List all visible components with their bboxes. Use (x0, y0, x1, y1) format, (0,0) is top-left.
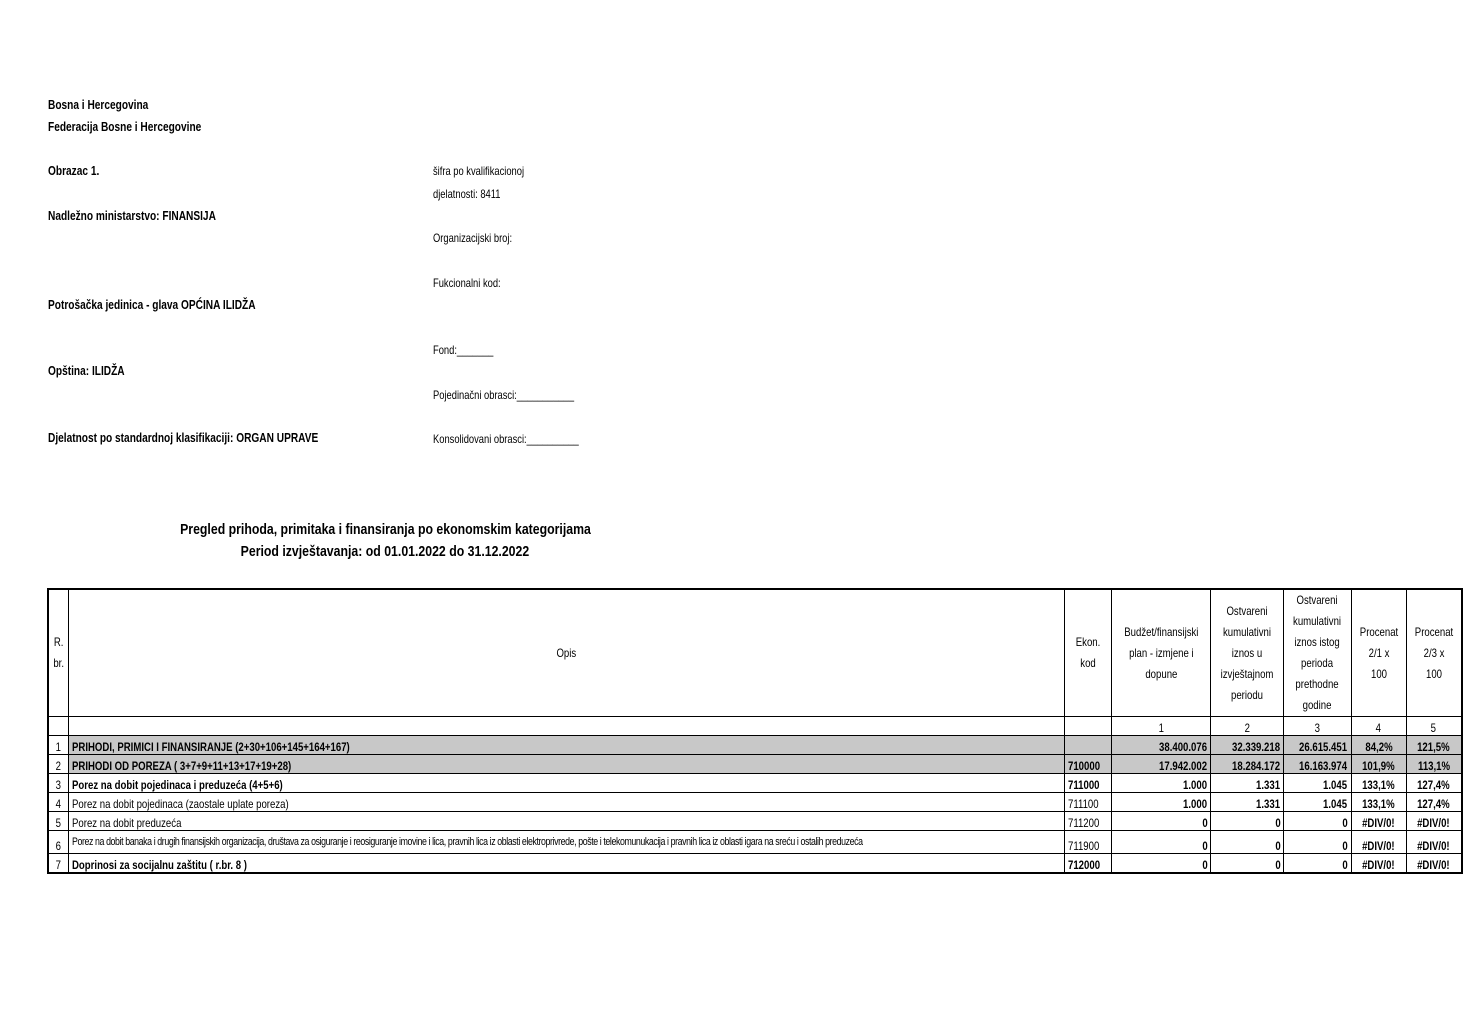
column-number-row (48, 717, 1462, 736)
col-number-5: 5 (1406, 717, 1462, 736)
form-label: Obrazac 1. (48, 163, 100, 178)
activity-code-line1: šifra po kvalifikacionoj (433, 164, 525, 178)
table-header-row (48, 589, 1462, 717)
spending-unit-label: Potrošačka jedinica - glava OPĆINA ILIDŽA (48, 297, 256, 312)
report-title: Pregled prihoda, primitaka i finansiranja po ekonomskim kategorijama (179, 521, 591, 538)
individual-forms-field: Pojedinačni obrasci:___________ (433, 388, 575, 402)
col-number-1: 1 (1111, 717, 1211, 736)
report-table (47, 588, 1463, 874)
header-budget: Budžet/finansijski plan - izmjene i dopune (1111, 589, 1211, 717)
table-row: 1 PRIHODI, PRIMICI I FINANSIRANJE (2+30+106+145+164+167) 38.400.076 32.339.218 26.615.451 84,2% 121,5% (48, 736, 1462, 755)
country-label: Bosna i Hercegovina (48, 97, 149, 112)
header-rbr: R. br. (48, 589, 69, 717)
table-row: 4 Porez na dobit pojedinaca (zaostale uplate poreza) 711100 1.000 1.331 1.045 133,1% 127,4% (48, 793, 1462, 812)
col-number-2: 2 (1211, 717, 1284, 736)
table-row: 3 Porez na dobit pojedinaca i preduzeća (4+5+6) 711000 1.000 1.331 1.045 133,1% 127,4% (48, 774, 1462, 793)
functional-code-field: Fukcionalni kod: (433, 276, 501, 290)
table-row: 7 Doprinosi za socijalnu zaštitu ( r.br. 8 ) 712000 0 0 0 #DIV/0! #DIV/0! (48, 853, 1462, 873)
table-row: 6 Porez na dobit banaka i drugih finansijskih organizacija, društava za osiguranje i reosiguranje imovine i lica, pravnih lica iz oblasti elektroprivrede, pošte i telekomunukacija i pravnih lica iz oblasti igara na sreću i ostalih preduzeća 711900 0 0 0 #DIV/0! #DIV/0! (48, 831, 1462, 854)
col-number-3: 3 (1284, 717, 1351, 736)
activity-code-line2: djelatnosti: 8411 (433, 187, 501, 201)
municipality-label: Opština: ILIDŽA (48, 363, 125, 378)
header-prior: Ostvareni kumulativni iznos istog perioda prethodne godine (1284, 589, 1351, 717)
fund-field: Fond:_______ (433, 343, 494, 357)
activity-label: Djelatnost po standardnoj klasifikaciji: ORGAN UPRAVE (48, 430, 319, 445)
col-number-4: 4 (1351, 717, 1406, 736)
ministry-label: Nadležno ministarstvo: FINANSIJA (48, 208, 216, 223)
report-period: Period izvještavanja: od 01.01.2022 do 31.12.2022 (240, 543, 530, 560)
org-number-field: Organizacijski broj: (433, 231, 513, 245)
federation-label: Federacija Bosne i Hercegovine (48, 119, 202, 134)
table-row: 5 Porez na dobit preduzeća 711200 0 0 0 #DIV/0! #DIV/0! (48, 812, 1462, 831)
header-pct1: Procenat 2/1 x 100 (1351, 589, 1406, 717)
header-kod: Ekon. kod (1064, 589, 1111, 717)
header-opis: Opis (69, 589, 1064, 717)
consolidated-forms-field: Konsolidovani obrasci:__________ (433, 432, 579, 446)
header-realized: Ostvareni kumulativni iznos u izvještajnom periodu (1211, 589, 1284, 717)
table-row: 2 PRIHODI OD POREZA ( 3+7+9+11+13+17+19+28) 710000 17.942.002 18.284.172 16.163.974 101,9% 113,1% (48, 755, 1462, 774)
header-pct2: Procenat 2/3 x 100 (1406, 589, 1462, 717)
